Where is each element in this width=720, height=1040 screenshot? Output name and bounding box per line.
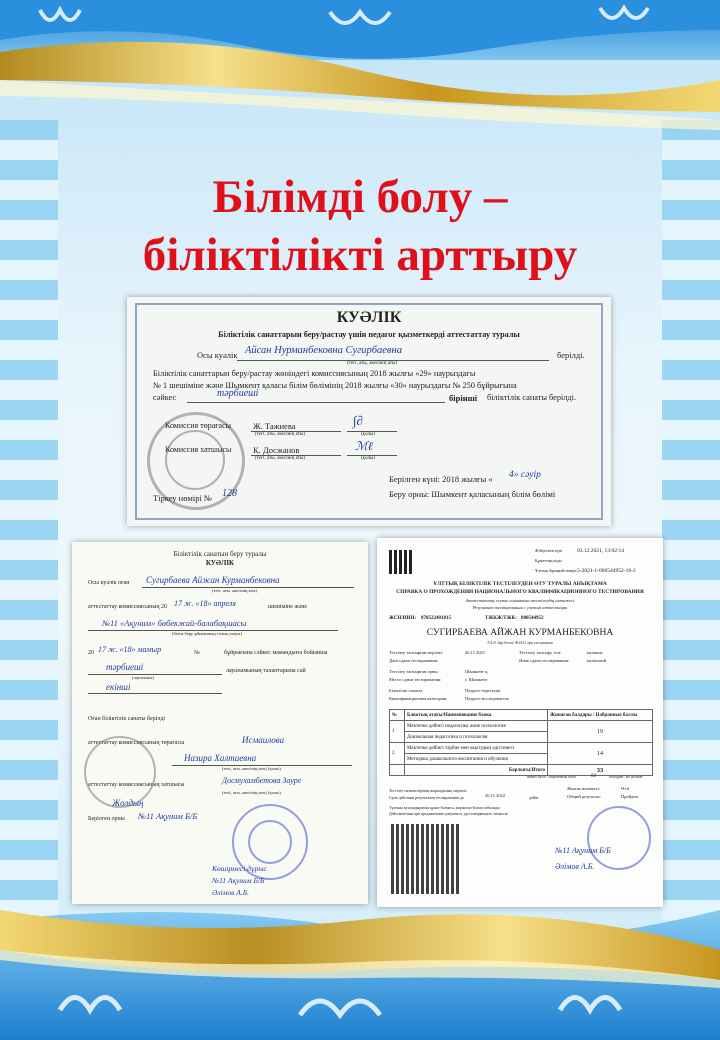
copy-note: Көшірмесі дұрыс xyxy=(212,864,267,873)
doc2-text: шешіміне және xyxy=(268,604,308,610)
handwritten-position: тәрбиеші xyxy=(217,388,259,399)
row-value: казакша xyxy=(587,650,603,655)
threshold-label: шекті балл / пороговый балл xyxy=(527,774,576,779)
commission-stamp xyxy=(84,736,156,808)
iin-label: ЖСН/ИИН: xyxy=(389,616,417,621)
meta-label: Ұлттық бірыңғай нөмірі xyxy=(535,568,577,573)
row-label: Тестілеу тапсырған орны: xyxy=(389,669,439,674)
handwritten-order-date: 17 ж. «18» мамыр xyxy=(98,645,162,654)
qr-code-top xyxy=(389,550,413,574)
page-title xyxy=(0,168,720,284)
handwritten-date: 17 ж. «18» апреля xyxy=(174,599,236,608)
doc2-text: бұйрығына сәйкес мамандығы бойынша xyxy=(224,650,328,656)
max-label: баллдан / из баллов xyxy=(609,774,643,779)
person-name: СУГИРБАЕВА АЙЖАН КУРМАНБЕКОВНА xyxy=(426,628,614,638)
qr-code-bottom xyxy=(391,824,461,894)
table-row xyxy=(390,721,653,732)
field-caption: (қолы) xyxy=(361,456,376,461)
field-caption: (тегі, аты, әкесінің аты) xyxy=(255,432,305,437)
doc2-text: Берілген орны xyxy=(88,816,125,822)
testing-reference-document xyxy=(377,538,663,907)
row-value: Педагог-зерттеуші xyxy=(465,688,501,693)
doc2-heading-2: КУӘЛІК xyxy=(205,559,235,567)
table-cell: Методика дошкольного воспитания и обучения xyxy=(405,754,548,765)
certificate-text: біліктілік санаты берілді. xyxy=(487,393,577,402)
handwritten-chair-name: Назира Халтаевна xyxy=(184,753,257,763)
row-value: г. Шымкент xyxy=(465,677,488,682)
issued-place: Беру орны: Шымкент қаласының білім бөлімі xyxy=(389,489,556,499)
threshold-value: 60 xyxy=(591,774,596,779)
copy-note-sign: Әлімов А.Б. xyxy=(212,888,249,897)
doc2-heading: Біліктілік санатын беру туралы xyxy=(173,550,267,558)
result-label-ru: Общий результат: xyxy=(567,794,602,799)
doc2-text: аттестаттау комиссиясының 20 xyxy=(88,604,168,610)
tzhk-label: ТЖКЖ/ТЖК: xyxy=(485,616,517,621)
certificate-text: Біліктілік санаттарын беру/растау жөніндегі комиссиясының 2018 жылғы «29» наурыздағы xyxy=(153,369,476,378)
certificate-text: № 1 шешіміне және Шымкент қаласы білім бөлімінің 2018 жылғы «30» наурыздағы № 250 бұйрығына xyxy=(153,381,517,390)
row-label: Тестілеу тапсырған мерзімі: xyxy=(389,650,443,655)
underline xyxy=(187,402,445,403)
total-label: Барлығы/Итого xyxy=(405,765,548,776)
doc3-heading: ҰЛТТЫҚ БІЛІКТІЛІК ТЕСТІЛЕУДЕН ӨТУ ТУРАЛЫ АНЫҚТАМА xyxy=(433,581,607,587)
meta-label: Құжаттың коды xyxy=(535,558,562,563)
doc2-text: № xyxy=(194,650,200,656)
field-caption: (тегі, аты, әкесінің аты) (қолы) xyxy=(222,766,281,771)
registration-hand: 128 xyxy=(222,488,237,499)
underline xyxy=(88,693,222,694)
category-certificate xyxy=(72,542,368,904)
field-caption: (қолы) xyxy=(361,432,376,437)
doc2-text: Осы куәлік оған xyxy=(88,580,130,586)
signature-chair: ∫∂ xyxy=(353,413,363,428)
iin-value: 870522401815 xyxy=(421,616,451,621)
title-line-2: біліктілікті арттыру xyxy=(142,229,578,281)
table-header-row xyxy=(390,710,653,721)
name-caption: Т.А.Ә. бар болса/ Ф.И.О. при его наличии xyxy=(486,641,554,645)
handwritten-position: тәрбиеші xyxy=(106,662,144,672)
table-header-cell: Жинаған балдары / Набранные баллы xyxy=(548,710,653,721)
table-cell xyxy=(390,765,405,776)
row-value: Педагог-исследователь xyxy=(465,696,510,701)
chair-label: Комиссия төрағасы xyxy=(165,421,231,430)
row-label: Тестілеу тапсыру тілі: xyxy=(519,650,562,655)
top-ornament xyxy=(0,0,720,150)
handwritten-secretary: Досмухамбетова Зауре xyxy=(222,776,302,785)
doc2-text: аттестаттау комиссиясының хатшысы xyxy=(88,782,185,788)
table-cell: 14 xyxy=(548,743,653,765)
secretary-name: К. Досжанов xyxy=(253,445,300,455)
doc3-heading-ru: СПРАВКА О ПРОХОЖДЕНИИ НАЦИОНАЛЬНОГО КВАЛИФИКАЦИОННОГО ТЕСТИРОВАНИЯ xyxy=(396,589,644,595)
certificate-document xyxy=(127,297,611,526)
underline xyxy=(88,674,222,675)
certificate-text: Осы куәлік xyxy=(197,350,238,360)
row-label: Квалификационная категория: xyxy=(389,696,448,701)
row-label: Язык сдачи тестирования: xyxy=(519,658,570,663)
doc2-text: 20 xyxy=(88,650,94,656)
field-caption: (тегі, аты, әкесінің аты) xyxy=(347,361,397,366)
table-cell: Дошкольная педагогика и психология xyxy=(405,732,548,743)
signature-secretary: ℳℓ xyxy=(355,439,373,453)
validity-date: 26.11.2022 xyxy=(485,793,506,798)
field-caption: (лауазымы) xyxy=(132,675,154,680)
table-cell: 1 xyxy=(390,721,405,743)
meta-value: 5-2021-1-000544952-16-2 xyxy=(577,568,636,574)
chair-name: Ж. Тажиева xyxy=(253,421,296,431)
doc2-text: лауазымының талаптарына сай xyxy=(226,668,306,674)
table-cell: 2 xyxy=(390,743,405,765)
handwritten-name: Айсан Нурманбековна Сугирбаевна xyxy=(245,345,402,356)
certificate-text: сәйкес xyxy=(153,393,177,402)
row-label: Дата сдачи тестирования: xyxy=(389,658,439,663)
certificate-subheading: Біліктілік санаттарын беру/растау үшін педагог қызметкерді аттестаттау туралы xyxy=(218,330,520,339)
table-header-cell: Блоктың атауы/Наименование блока xyxy=(405,710,548,721)
handwritten-category: екінші xyxy=(106,682,131,692)
field-caption: (тегі, аты, әкесінің аты) xyxy=(255,456,305,461)
field-caption: (тегі, аты, әкесінің аты) xyxy=(212,588,257,593)
footer-note-ru: Действительна при предъявлении документа, удостоверяющего личность xyxy=(389,812,509,816)
certificate-text: берілді. xyxy=(557,350,585,360)
organization-stamp xyxy=(587,806,651,870)
footer-note: Тұлғаны куәландыратын құжат болмаса, жарамсыз болып табылады xyxy=(389,806,500,810)
table-cell: Мектепке дейінгі педагогика және психология xyxy=(405,721,548,732)
result-value-ru: Пройден xyxy=(621,794,638,799)
registration-number: Тіркеу нөмірі № xyxy=(153,493,213,503)
handwritten-signature-name: Әлімов А.Б. xyxy=(555,862,595,871)
row-label: Место сдачи тестирования: xyxy=(389,677,442,682)
row-value: казахский xyxy=(587,658,607,663)
table-cell: Мектепке дейінгі тәрбие мен оқытудың әдістемесі xyxy=(405,743,548,754)
handwritten-signature: №11 Ақуним Б/Б xyxy=(555,846,611,855)
handwritten-name: Сугирбаева Айжан Курманбековна xyxy=(146,575,280,585)
meta-label: Жіберілген күні xyxy=(535,548,563,553)
validity-suffix: дейін xyxy=(529,795,539,800)
doc3-subheading: Аттестаттау есепке алынатын тестілеудің нәтижесі xyxy=(465,598,575,603)
copy-note-org: №11 Ақуним Б/Б xyxy=(212,876,265,885)
issued-date: Берілген күні: 2018 жылғы « xyxy=(389,474,493,484)
table-cell: 19 xyxy=(548,721,653,743)
tzhk-value: 000544952 xyxy=(521,616,544,621)
handwritten-organization: №11 «Ақуним» бөбекжай-балабақшасы xyxy=(102,618,247,628)
field-caption: (білім беру ұйымының толық атауы) xyxy=(172,631,242,636)
table-row xyxy=(390,743,653,754)
handwritten-place: №11 Ақуним Б/Б xyxy=(138,811,198,821)
handwritten-chair: Исмаилова xyxy=(242,735,285,745)
total-value: 33 xyxy=(548,765,653,776)
organization-stamp-inner xyxy=(248,820,292,864)
result-label: Жалпы нәтижесі: xyxy=(567,786,601,791)
row-label: Біліктілік санаты: xyxy=(389,688,424,693)
row-value: 26.11.2021 xyxy=(465,650,486,655)
validity-text: Тестілеу нәтижелерінің жарамдылық мерзімі: xyxy=(389,788,468,793)
validity-text-ru: Срок действия результатов тестирования до xyxy=(389,795,464,800)
title-line-1: Білімді болу – xyxy=(212,171,508,223)
meta-value: 03.12.2021, 13:02:14 xyxy=(577,548,625,554)
doc2-text: аттестаттау комиссиясының төрағасы xyxy=(88,740,185,746)
doc3-subheading-ru: Результат тестирования с учетом аттестации xyxy=(472,605,568,610)
table-header-cell: № xyxy=(390,710,405,721)
certificate-heading: КУӘЛІК xyxy=(336,309,402,326)
result-value: Өтті xyxy=(621,786,630,791)
category-value: бірінші xyxy=(449,393,478,403)
row-value: Шымкент қ. xyxy=(465,669,489,674)
doc2-text: Оған біліктілік санаты берілді xyxy=(88,716,166,722)
field-caption: (тегі, аты, әкесінің аты) (қолы) xyxy=(222,790,281,795)
official-stamp-inner xyxy=(165,430,225,490)
issued-date-hand: 4» сәуір xyxy=(509,470,541,480)
handwritten-note: Жолдың xyxy=(112,798,144,808)
scores-table xyxy=(389,709,653,776)
secretary-label: Комиссия хатшысы xyxy=(165,445,232,454)
